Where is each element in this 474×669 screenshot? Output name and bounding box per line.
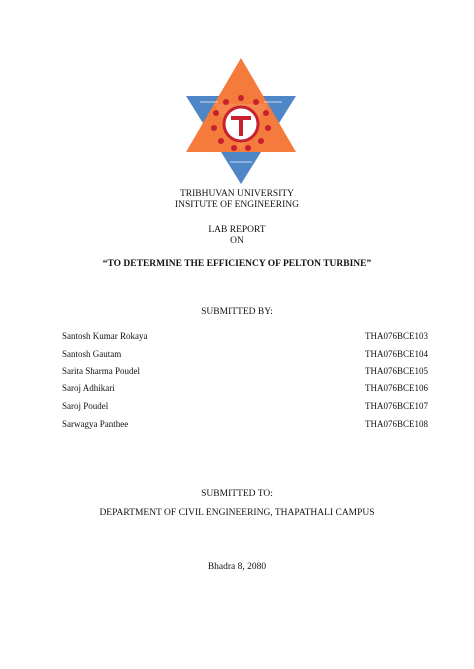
submitted-to-label: SUBMITTED TO: <box>201 489 273 499</box>
submitted-by-label: SUBMITTED BY: <box>201 307 273 317</box>
member-row <box>62 400 428 412</box>
report-type: LAB REPORT <box>208 225 266 235</box>
member-name: Saroj Adhikari <box>62 383 115 393</box>
report-title: “TO DETERMINE THE EFFICIENCY OF PELTON TURBINE” <box>102 259 372 269</box>
on-label: ON <box>230 236 244 246</box>
member-row <box>62 330 428 342</box>
institute-name: INSITUTE OF ENGINEERING <box>174 200 299 210</box>
member-roll: THA076BCE106 <box>365 383 428 393</box>
tribhuvan-university-seal-icon <box>178 58 304 184</box>
member-row <box>62 365 428 377</box>
university-name: TRIBHUVAN UNIVERSITY <box>179 189 295 199</box>
member-name: Sarwagya Panthee <box>62 419 129 429</box>
department-name: DEPARTMENT OF CIVIL ENGINEERING, THAPATHALI CAMPUS <box>99 508 375 518</box>
member-row <box>62 348 428 360</box>
member-row <box>62 418 428 430</box>
member-name: Santosh Kumar Rokaya <box>62 331 148 341</box>
member-row <box>62 382 428 394</box>
submission-date: Bhadra 8, 2080 <box>207 562 267 572</box>
member-roll: THA076BCE103 <box>365 331 428 341</box>
member-name: Saroj Poudel <box>62 401 109 411</box>
member-name: Santosh Gautam <box>62 349 122 359</box>
member-roll: THA076BCE105 <box>365 366 428 376</box>
member-name: Sarita Sharma Poudel <box>62 366 140 376</box>
member-roll: THA076BCE104 <box>365 349 428 359</box>
member-roll: THA076BCE107 <box>365 401 428 411</box>
member-roll: THA076BCE108 <box>365 419 428 429</box>
